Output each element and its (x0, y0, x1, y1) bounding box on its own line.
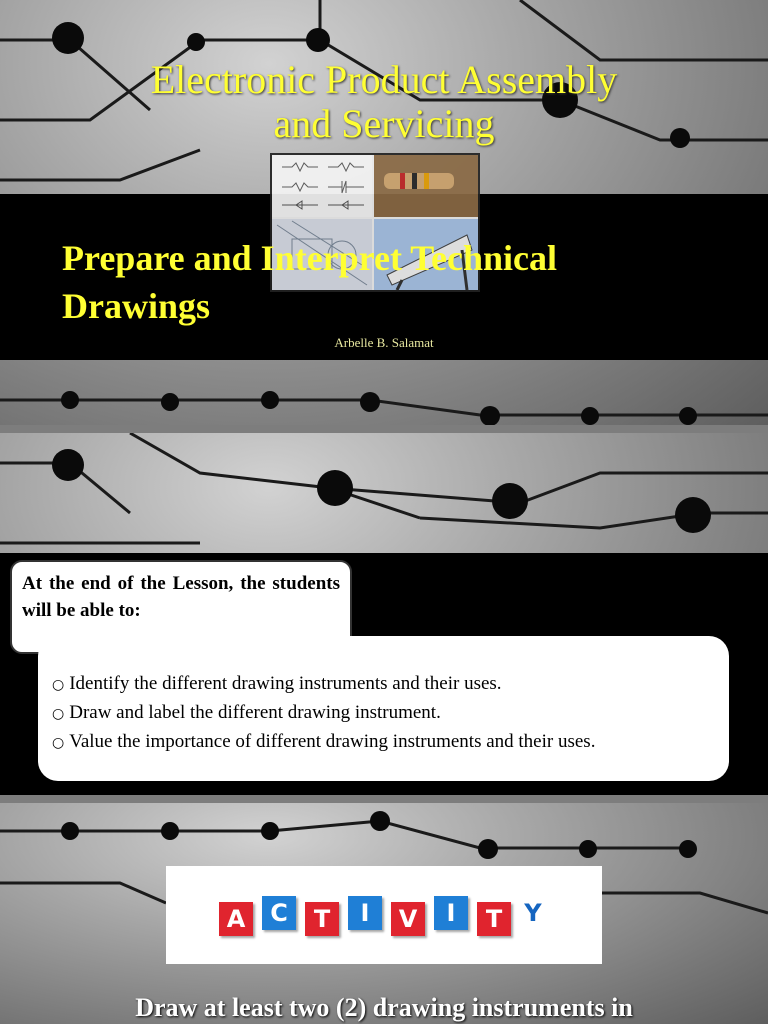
activity-letter-tile: T (305, 902, 339, 936)
main-title (0, 58, 768, 146)
objectives-list-box (38, 636, 729, 781)
subtitle-line-2: Drawings (62, 286, 211, 326)
activity-letter-tile: Y (524, 899, 542, 927)
objectives-slide (0, 433, 768, 795)
subtitle (62, 234, 702, 330)
author-name: Arbelle B. Salamat (334, 335, 434, 350)
objective-item (52, 699, 715, 728)
objective-text: Value the importance of different drawing instruments and their uses. (69, 731, 596, 752)
activity-letter-tile: T (477, 902, 511, 936)
objective-item (52, 670, 715, 699)
activity-slide (0, 803, 768, 1024)
activity-letter-tile: A (219, 902, 253, 936)
activity-instruction: Draw at least two (2) drawing instruments in (135, 993, 633, 1022)
activity-banner (166, 866, 602, 964)
main-title-line-2: and Servicing (273, 101, 495, 146)
objective-text: Identify the different drawing instruments and their uses. (69, 673, 502, 694)
bullet-icon: ○ (52, 706, 65, 722)
activity-letter-tile: C (262, 896, 296, 930)
objective-item (52, 728, 715, 757)
objectives-list (52, 670, 715, 757)
activity-letter-tile: V (391, 902, 425, 936)
activity-letter-tile: I (348, 896, 382, 930)
objectives-heading: At the end of the Lesson, the students will be able to: (22, 573, 340, 621)
bullet-icon: ○ (52, 735, 65, 751)
objective-text: Draw and label the different drawing instrument. (69, 702, 441, 723)
bullet-icon: ○ (52, 677, 65, 693)
activity-letter-tile: I (434, 896, 468, 930)
main-title-line-1: Electronic Product Assembly (150, 57, 618, 102)
subtitle-line-1: Prepare and Interpret Technical (62, 238, 557, 278)
title-slide (0, 0, 768, 425)
